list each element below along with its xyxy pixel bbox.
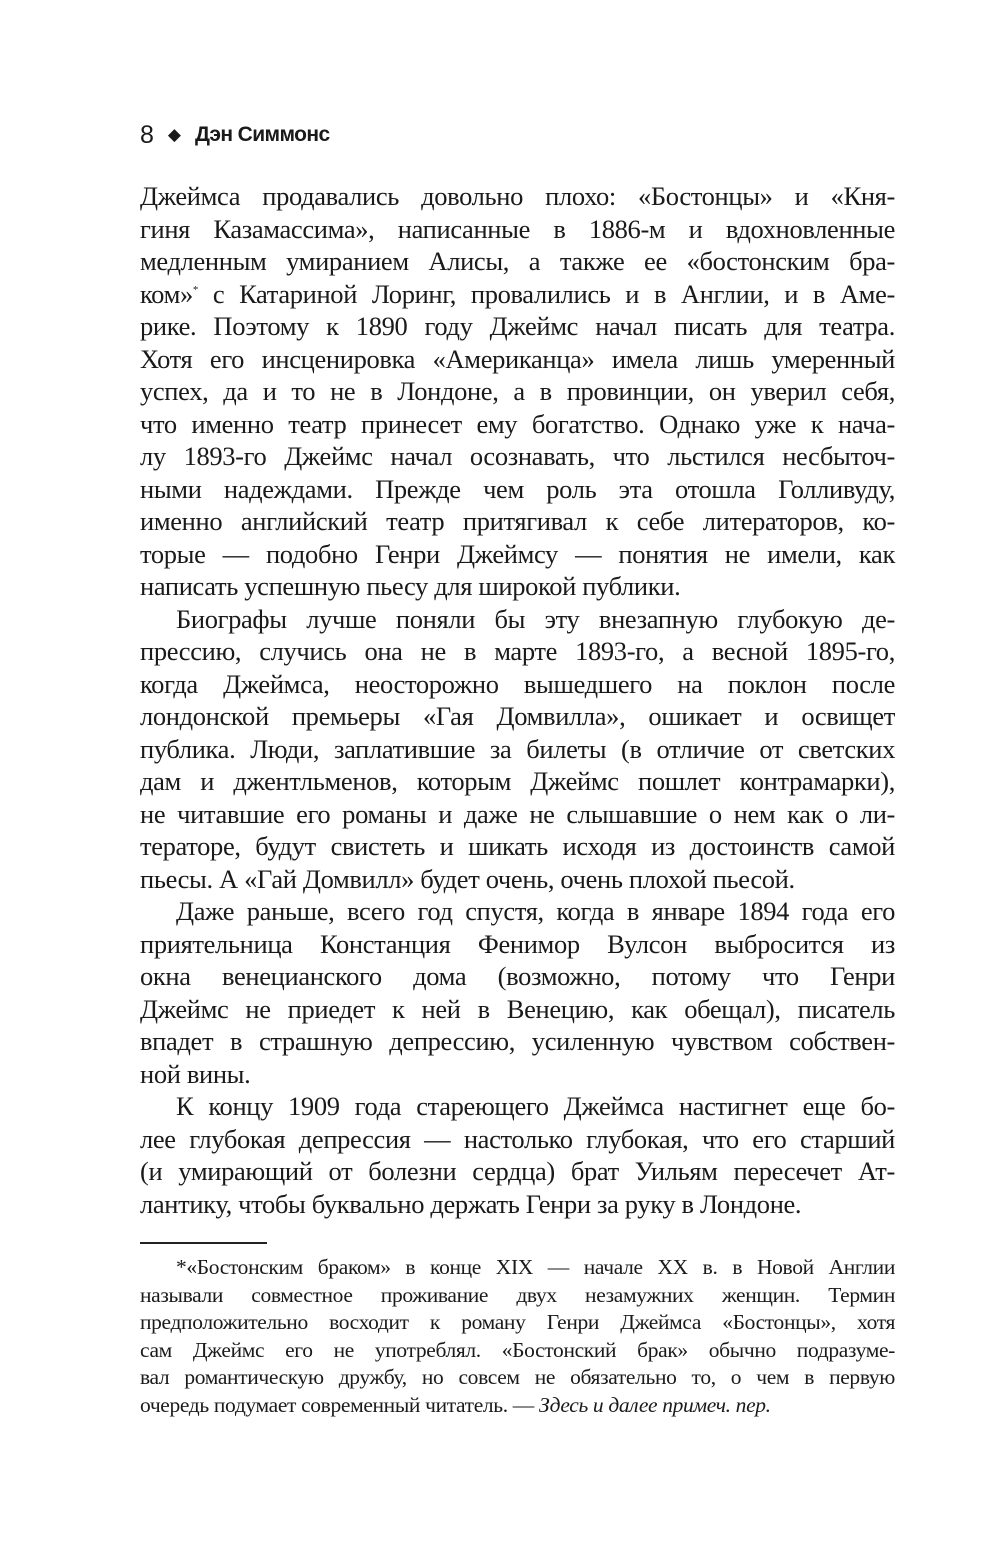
footnote-text: очередь подумает современный читатель. — — [140, 1392, 539, 1417]
text-line: лондонской премьеры «Гая Домвилла», ошикает и освищет — [140, 701, 895, 731]
text-line: рике. Поэтому к 1890 году Джеймс начал писать для театра. — [140, 311, 895, 341]
text-line: (и умирающий от болезни сердца) брат Уильям пересечет Ат- — [140, 1156, 895, 1186]
text-line: торые — подобно Генри Джеймсу — понятия не имели, как — [140, 538, 895, 569]
footnote — [140, 1254, 895, 1419]
footnote-line — [140, 1282, 895, 1310]
text-line: написать успешную пьесу для широкой публики. — [140, 571, 681, 601]
text-line: Джеймс не приедет к ней в Венецию, как обещал), писатель — [140, 993, 895, 1024]
footnote-divider — [140, 1242, 267, 1244]
text-line: лее глубокая депрессия — настолько глубокая, что его старший — [140, 1123, 895, 1154]
page-number: 8 — [140, 120, 154, 149]
footnote-line — [140, 1392, 895, 1420]
text-line: не читавшие его романы и даже не слышавшие о нем как о ли- — [140, 798, 895, 829]
text-line: приятельница Констанция Фенимор Вулсон выбросится из — [140, 928, 895, 959]
text-line: публика. Люди, заплатившие за билеты (в отличие от светских — [140, 733, 895, 764]
footnote-line — [140, 1337, 895, 1365]
paragraph — [140, 895, 895, 1090]
text-line: ной вины. — [140, 1058, 251, 1089]
running-title: Дэн Симмонс — [194, 123, 330, 146]
text-line: лантику, чтобы буквально держать Генри за руку в Лондоне. — [140, 1188, 802, 1219]
text-line: пьесы. А «Гай Домвилл» будет очень, очень плохой пьесой. — [140, 863, 795, 894]
footnote-text: предположительно восходит к роману Генри Джеймса «Бостонцы», хотя — [140, 1310, 895, 1334]
paragraph — [140, 180, 895, 603]
text-line: прессию, случись она не в марте 1893-го, а весной 1895-го, — [140, 636, 895, 666]
text-line: медленным умиранием Алисы, а также ее «бостонским бра- — [140, 246, 895, 276]
text-line: когда Джеймса, неосторожно вышедшего на поклон после — [140, 668, 895, 699]
text-line: Хотя его инсценировка «Американца» имела лишь умеренный — [140, 343, 895, 374]
text-line: впадет в страшную депрессию, усиленную чувством собствен- — [140, 1026, 895, 1056]
footnote-marker[interactable]: * — [192, 283, 199, 296]
footnote-line — [140, 1309, 895, 1337]
text-line: К концу 1909 года стареющего Джеймса настигнет еще бо- — [176, 1091, 895, 1121]
footnote-text: вал романтическую дружбу, но совсем не обязательно то, о чем в первую — [140, 1365, 895, 1389]
text-line: Джеймса продавались довольно плохо: «Бостонцы» и «Кня- — [140, 181, 895, 211]
footnote-line — [140, 1254, 895, 1282]
text-line: ком»* с Катариной Лоринг, провалились и в Англии, и в Аме- — [140, 278, 895, 309]
text-line: дам и джентльменов, которым Джеймс пошлет контрамарки), — [140, 766, 895, 796]
running-header — [140, 118, 330, 152]
main-text — [140, 180, 895, 1220]
translator-note: Здесь и далее примеч. пер. — [538, 1392, 771, 1417]
text-line: Даже раньше, всего год спустя, когда в январе 1894 года его — [176, 896, 895, 926]
text-line: гиня Казамассима», написанные в 1886-м и вдохновленные — [140, 213, 895, 244]
paragraph — [140, 1090, 895, 1220]
text-line: что именно театр принесет ему богатство. Однако уже к нача- — [140, 408, 895, 439]
text-line: ными надеждами. Прежде чем роль эта отошла Голливуду, — [140, 473, 895, 504]
footnote-line — [140, 1364, 895, 1392]
footnote-text: *«Бостонским браком» в конце XIX — начале XX в. в Новой Англии — [176, 1255, 895, 1279]
text-line: тераторе, будут свистеть и шикать исходя из достоинств самой — [140, 831, 895, 861]
text-line: окна венецианского дома (возможно, потому что Генри — [140, 961, 895, 991]
text-line: успех, да и то не в Лондоне, а в провинции, он уверил себя, — [140, 376, 895, 406]
footnote-text: сам Джеймс его не употреблял. «Бостонский брак» обычно подразуме- — [140, 1337, 895, 1362]
text-line: именно английский театр притягивал к себе литераторов, ко- — [140, 506, 895, 536]
paragraph — [140, 603, 895, 896]
diamond-icon: ◆ — [167, 125, 181, 144]
text-line: лу 1893-го Джеймс начал осознавать, что льстился несбыточ- — [140, 441, 895, 471]
footnote-text: называли совместное проживание двух незамужних женщин. Термин — [140, 1282, 895, 1307]
text-line: Биографы лучше поняли бы эту внезапную глубокую де- — [176, 603, 895, 634]
